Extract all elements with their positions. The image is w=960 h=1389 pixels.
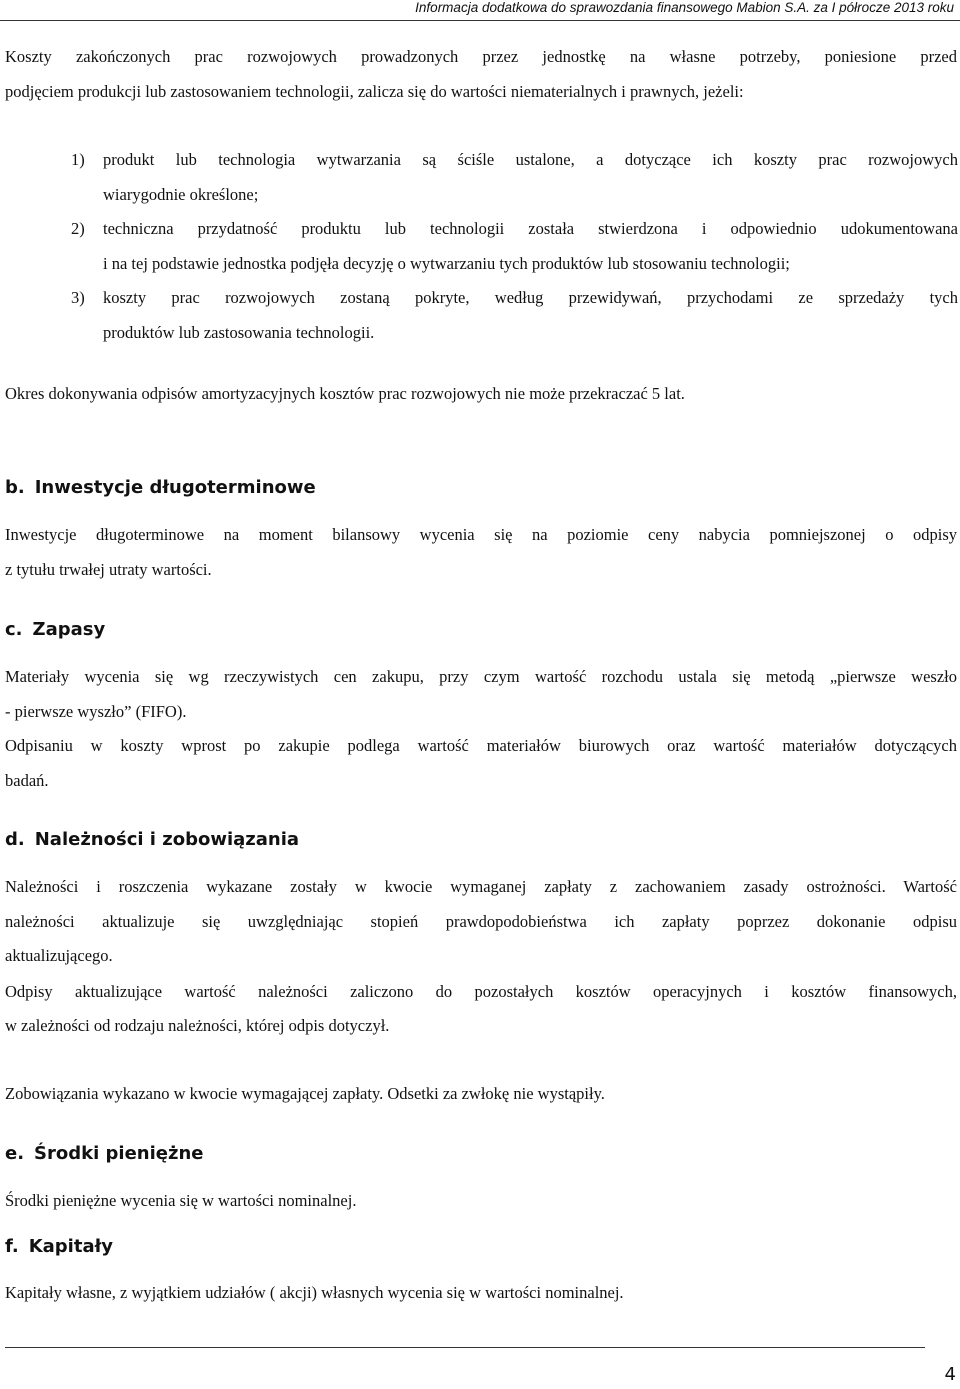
section-d-p1-line-3: aktualizującego. (5, 946, 113, 965)
section-title: Kapitały (28, 1236, 114, 1257)
section-c-p1-line-2: - pierwsze wyszło” (FIFO). (5, 702, 187, 721)
section-heading-b (5, 477, 316, 498)
section-heading-e (5, 1143, 204, 1164)
intro-line-1: Koszty zakończonych prac rozwojowych prowadzonych przez jednostkę na własne potrzeby, poniesione przed (5, 47, 957, 66)
list-item (46, 143, 958, 212)
list-item-number: 3) (71, 288, 85, 307)
section-letter: e. (5, 1143, 25, 1164)
section-b-line-2: z tytułu trwałej utraty wartości. (5, 560, 212, 579)
list-item-number: 2) (71, 219, 85, 238)
list-item-line-2: i na tej podstawie jednostka podjęła decyzję o wytwarzaniu tych produktów lub stosowaniu technologii; (103, 253, 790, 273)
section-heading-f (5, 1236, 113, 1257)
intro-line-2: podjęciem produkcji lub zastosowaniem technologii, zalicza się do wartości niematerialnych i prawnych, jeżeli: (5, 82, 744, 101)
section-letter: c. (5, 619, 23, 640)
section-title: Inwestycje długoterminowe (34, 477, 316, 498)
section-c-p2-line-2: badań. (5, 771, 49, 790)
list-item-line-1: techniczna przydatność produktu lub technologii została stwierdzona i odpowiednio udokumentowana (103, 219, 958, 238)
section-c-p1-line-1: Materiały wycenia się wg rzeczywistych cen zakupu, przy czym wartość rozchodu ustala się metodą „pierwsze weszło (5, 667, 957, 686)
list-item-line-2: produktów lub zastosowania technologii. (103, 322, 375, 342)
section-d-p1-line-2: należności aktualizuje się uwzględniając stopień prawdopodobieństwa ich zapłaty poprzez dokonanie odpisu (5, 912, 957, 931)
header-title: Informacja dodatkowa do sprawozdania finansowego Mabion S.A. za I półrocze 2013 roku (415, 0, 954, 15)
section-d-p2-line-1: Odpisy aktualizujące wartość należności zaliczono do pozostałych kosztów operacyjnych i kosztów finansowych, (5, 982, 957, 1001)
list-item (46, 212, 958, 281)
page-number: 4 (944, 1364, 956, 1385)
section-d-p3: Zobowiązania wykazano w kwocie wymagającej zapłaty. Odsetki za zwłokę nie wystąpiły. (5, 1084, 605, 1103)
section-letter: b. (5, 477, 25, 498)
footer-divider (5, 1347, 925, 1348)
section-heading-c (5, 619, 105, 640)
section-title: Zapasy (32, 619, 106, 640)
section-b-line-1: Inwestycje długoterminowe na moment bilansowy wycenia się na poziomie ceny nabycia pomniejszonej o odpisy (5, 525, 957, 544)
list-item-line-2: wiarygodnie określone; (103, 184, 259, 204)
list-item-line-1: koszty prac rozwojowych zostaną pokryte, według przewidywań, przychodami ze sprzedaży tych (103, 288, 958, 307)
list-item (46, 281, 958, 350)
section-title: Należności i zobowiązania (34, 829, 300, 850)
section-e-p1: Środki pieniężne wycenia się w wartości nominalnej. (5, 1191, 357, 1210)
section-d-p1-line-1: Należności i roszczenia wykazane zostały w kwocie wymaganej zapłaty z zachowaniem zasady ostrożności. Wartość (5, 877, 957, 896)
page-header (0, 0, 960, 22)
list-item-number: 1) (71, 150, 85, 169)
list-item-line-1: produkt lub technologia wytwarzania są ściśle ustalone, a dotyczące ich koszty prac rozwojowych (103, 150, 958, 169)
header-divider (0, 20, 960, 21)
section-heading-d (5, 829, 299, 850)
section-letter: d. (5, 829, 25, 850)
section-f-p1: Kapitały własne, z wyjątkiem udziałów ( akcji) własnych wycenia się w wartości nominalnej. (5, 1283, 624, 1302)
section-letter: f. (5, 1236, 19, 1257)
section-d-p2-line-2: w zależności od rodzaju należności, której odpis dotyczył. (5, 1016, 390, 1035)
section-title: Środki pieniężne (34, 1143, 204, 1164)
amortization-note: Okres dokonywania odpisów amortyzacyjnych kosztów prac rozwojowych nie może przekraczać 5 lat. (5, 384, 685, 403)
section-c-p2-line-1: Odpisaniu w koszty wprost po zakupie podlega wartość materiałów biurowych oraz wartość materiałów dotyczących (5, 736, 957, 755)
